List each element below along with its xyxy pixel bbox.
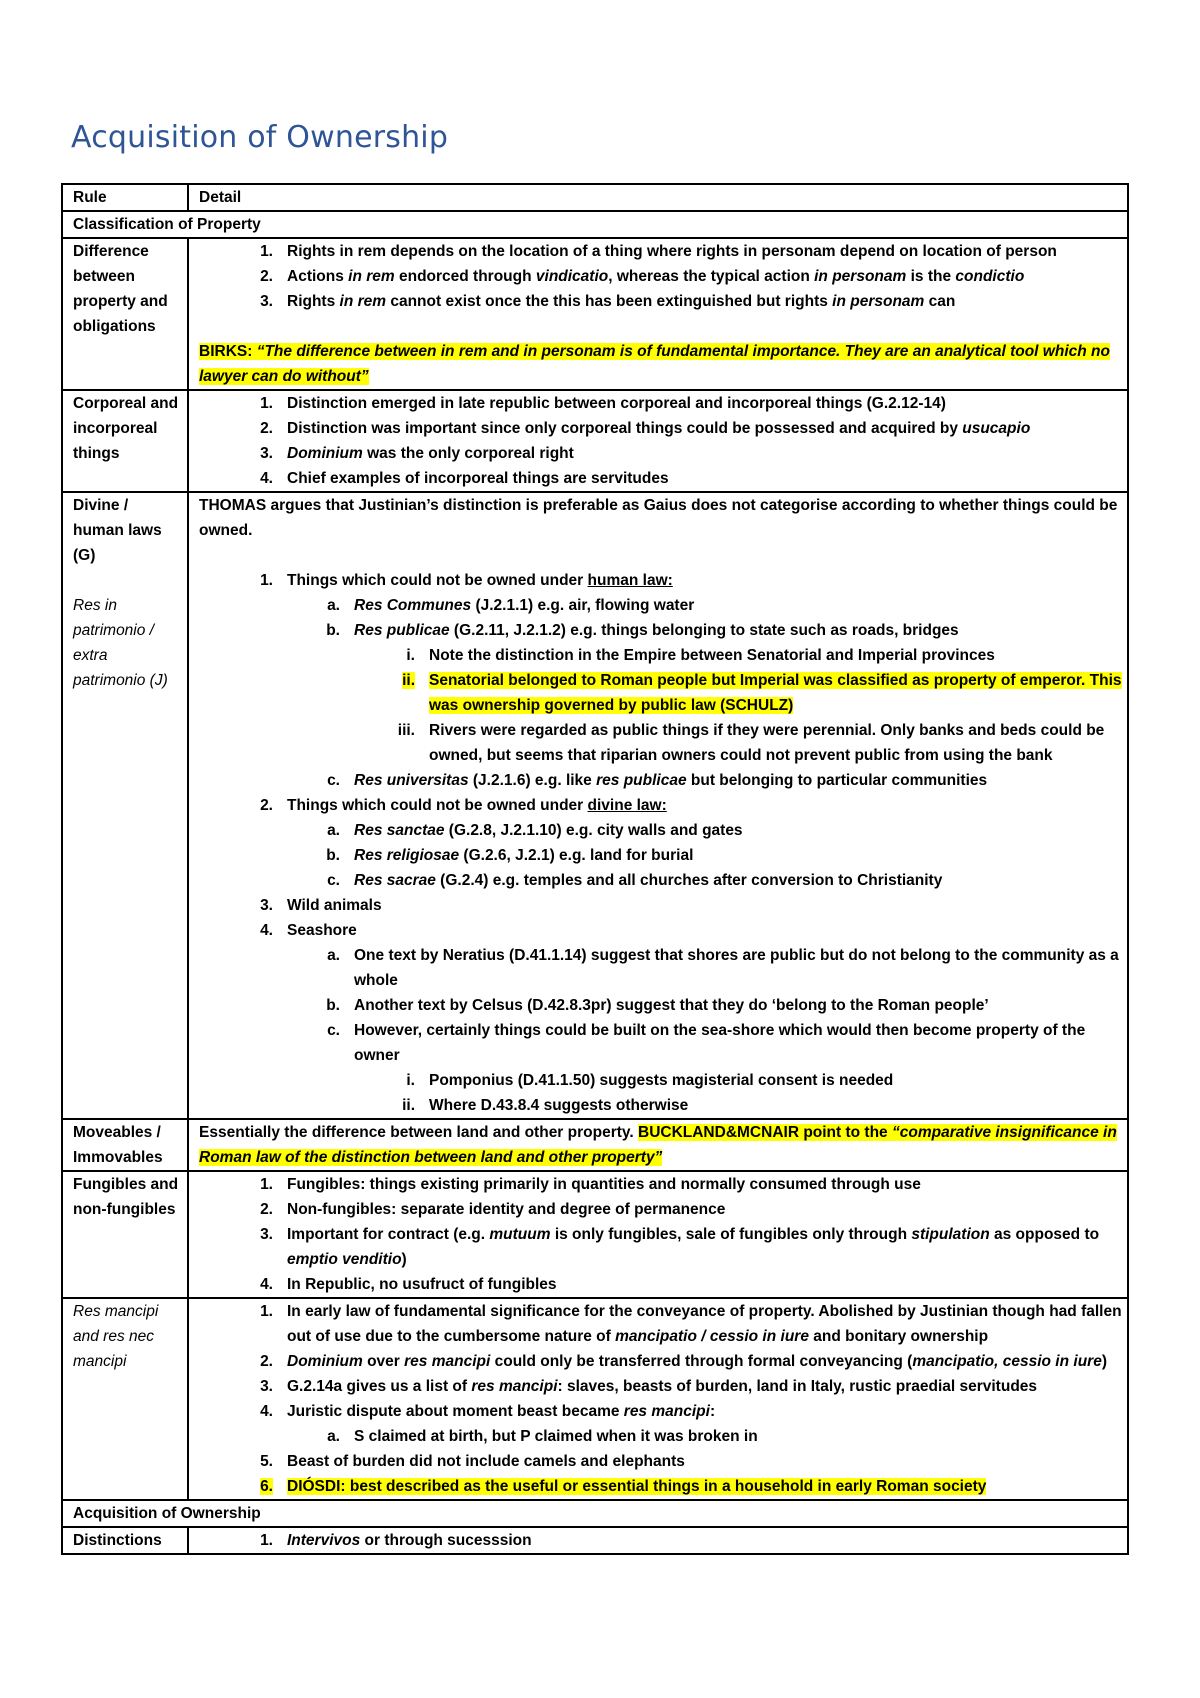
list-item-text: Res religiosae (G.2.6, J.2.1) e.g. land for burial xyxy=(354,847,694,864)
page-title: Acquisition of Ownership xyxy=(71,120,449,155)
detail-cell xyxy=(188,1298,1128,1500)
list-item-text: Res sacrae (G.2.4) e.g. temples and all churches after conversion to Christianity xyxy=(354,872,943,889)
rule-cell: Fungibles and non-fungibles xyxy=(62,1171,188,1298)
list-item-text: Important for contract (e.g. mutuum is only fungibles, sale of fungibles only through stipulation as opposed to emptio venditio) xyxy=(287,1226,1100,1268)
table-row xyxy=(62,1527,1128,1554)
list-item-text: Things which could not be owned under human law: xyxy=(287,572,673,589)
rule-label: Res mancipi and res nec mancipi xyxy=(73,1303,159,1370)
list-item: 1. Intervivos or through sucesssion xyxy=(199,1528,1122,1553)
list-item-text: Res universitas (J.2.1.6) e.g. like res publicae but belonging to particular communities xyxy=(354,772,988,789)
list-item: 1. In early law of fundamental significance for the conveyance of property. Abolished by Justinian though had fallen out of use due to the cumbersome nature of mancipatio / cessio in iure and bonitary ownership xyxy=(199,1299,1122,1349)
list-item-text: Res Communes (J.2.1.1) e.g. air, flowing water xyxy=(354,597,695,614)
table-row xyxy=(62,390,1128,492)
list-item-text: Distinction emerged in late republic between corporeal and incorporeal things (G.2.12-14) xyxy=(287,395,946,412)
list-item-text: Distinction was important since only corporeal things could be possessed and acquired by usucapio xyxy=(287,420,1031,437)
list-item-text: Intervivos or through sucesssion xyxy=(287,1532,532,1549)
list-item-text: Rivers were regarded as public things if they were perennial. Only banks and beds could be owned, but seems that riparian owners could not prevent public from using the bank xyxy=(429,722,1105,764)
list-item-text: Senatorial belonged to Roman people but Imperial was classified as property of emperor. This was ownership governed by public law (SCHULZ) xyxy=(429,672,1122,714)
list-item-text: Where D.43.8.4 suggests otherwise xyxy=(429,1097,689,1114)
list-item: 1. Distinction emerged in late republic between corporeal and incorporeal things (G.2.12-14) xyxy=(199,391,1122,416)
rule-label: Divine / human laws (G) xyxy=(73,497,162,564)
list-item-text: Fungibles: things existing primarily in quantities and normally consumed through use xyxy=(287,1176,921,1193)
list-item: b. Res publicae (G.2.11, J.2.1.2) e.g. things belonging to state such as roads, bridges xyxy=(199,618,1122,643)
rule-cell: Difference between property and obligations xyxy=(62,238,188,390)
rule-cell xyxy=(62,492,188,1119)
list-item: 1. Fungibles: things existing primarily in quantities and normally consumed through use xyxy=(199,1172,1122,1197)
table-row xyxy=(62,238,1128,390)
list-item: a. Res sanctae (G.2.8, J.2.1.10) e.g. city walls and gates xyxy=(199,818,1122,843)
list-item: 4. In Republic, no usufruct of fungibles xyxy=(199,1272,1122,1297)
table-row xyxy=(62,492,1128,1119)
list-item: 3. Dominium was the only corporeal right xyxy=(199,441,1122,466)
list-item: 3. G.2.14a gives us a list of res mancipi: slaves, beasts of burden, land in Italy, rustic praedial servitudes xyxy=(199,1374,1122,1399)
list-item: ii. Where D.43.8.4 suggests otherwise xyxy=(199,1093,1122,1118)
list-item: 3. Wild animals xyxy=(199,893,1122,918)
list-item-text: Res sanctae (G.2.8, J.2.1.10) e.g. city walls and gates xyxy=(354,822,743,839)
section-row xyxy=(62,211,1128,238)
list-item: b. Another text by Celsus (D.42.8.3pr) suggest that they do ‘belong to the Roman people’ xyxy=(199,993,1122,1018)
detail-cell xyxy=(188,1527,1128,1554)
list-item-text: In early law of fundamental significance for the conveyance of property. Abolished by Justinian though had fallen out of use due to the cumbersome nature of mancipatio / cessio in iure and bonitary ownership xyxy=(287,1303,1122,1345)
detail-cell xyxy=(188,390,1128,492)
list-item-text: Things which could not be owned under divine law: xyxy=(287,797,667,814)
list-item: a. S claimed at birth, but P claimed when it was broken in xyxy=(199,1424,1122,1449)
list-item-text: One text by Neratius (D.41.1.14) suggest that shores are public but do not belong to the community as a whole xyxy=(354,947,1119,989)
header-detail: Detail xyxy=(188,184,1128,211)
detail-cell xyxy=(188,492,1128,1119)
list-item: 2. Distinction was important since only corporeal things could be possessed and acquired by usucapio xyxy=(199,416,1122,441)
detail-cell xyxy=(188,1171,1128,1298)
list-item: 3. Rights in rem cannot exist once the this has been extinguished but rights in personam can xyxy=(199,289,1122,314)
list-item-text: Dominium over res mancipi could only be transferred through formal conveyancing (mancipatio, cessio in iure) xyxy=(287,1353,1107,1370)
section-heading: Acquisition of Ownership xyxy=(62,1500,1128,1527)
list-item-text: Actions in rem endorced through vindicatio, whereas the typical action in personam is the condictio xyxy=(287,268,1025,285)
birks-quote-text: “The difference between in rem and in personam is of fundamental importance. They are an analytical tool which no lawyer can do without” xyxy=(199,343,1110,385)
list-item: 4. Seashore xyxy=(199,918,1122,943)
list-item: 3. Important for contract (e.g. mutuum is only fungibles, sale of fungibles only through stipulation as opposed to emptio venditio) xyxy=(199,1222,1122,1272)
rule-label-alt: Res in patrimonio / extra patrimonio (J) xyxy=(73,597,168,689)
list-item: 6. DIÓSDI: best described as the useful or essential things in a household in early Roman society xyxy=(199,1474,1122,1499)
table-row xyxy=(62,1171,1128,1298)
list-item-text: Pomponius (D.41.1.50) suggests magisterial consent is needed xyxy=(429,1072,894,1089)
header-rule: Rule xyxy=(62,184,188,211)
list-item-text: Note the distinction in the Empire between Senatorial and Imperial provinces xyxy=(429,647,995,664)
list-item: i. Note the distinction in the Empire between Senatorial and Imperial provinces xyxy=(199,643,1122,668)
list-item-text: Dominium was the only corporeal right xyxy=(287,445,574,462)
list-item: 2. Non-fungibles: separate identity and degree of permanence xyxy=(199,1197,1122,1222)
detail-cell xyxy=(188,238,1128,390)
list-item: 2. Actions in rem endorced through vindicatio, whereas the typical action in personam is the condictio xyxy=(199,264,1122,289)
list-item-text: Chief examples of incorporeal things are servitudes xyxy=(287,470,669,487)
list-item-text: DIÓSDI: best described as the useful or essential things in a household in early Roman society xyxy=(287,1478,987,1495)
birks-label: BIRKS: xyxy=(199,343,253,360)
section-row xyxy=(62,1500,1128,1527)
list-item: c. Res universitas (J.2.1.6) e.g. like res publicae but belonging to particular communities xyxy=(199,768,1122,793)
list-item: ii. Senatorial belonged to Roman people but Imperial was classified as property of emperor. This was ownership governed by public law (SCHULZ) xyxy=(199,668,1122,718)
rule-cell xyxy=(62,1298,188,1500)
list-item-text: However, certainly things could be built on the sea-shore which would then become property of the owner xyxy=(354,1022,1086,1064)
detail-cell xyxy=(188,1119,1128,1171)
list-item-text: Rights in rem cannot exist once the this has been extinguished but rights in personam can xyxy=(287,293,956,310)
list-item-text: Wild animals xyxy=(287,897,382,914)
list-item: iii. Rivers were regarded as public things if they were perennial. Only banks and beds could be owned, but seems that riparian owners could not prevent public from using the bank xyxy=(199,718,1122,768)
table-header-row xyxy=(62,184,1128,211)
list-item-text: Seashore xyxy=(287,922,357,939)
list-item-text: Res publicae (G.2.11, J.2.1.2) e.g. things belonging to state such as roads, bridges xyxy=(354,622,959,639)
list-item: 1. Rights in rem depends on the location of a thing where rights in personam depend on location of person xyxy=(199,239,1122,264)
list-item-text: Rights in rem depends on the location of a thing where rights in personam depend on location of person xyxy=(287,243,1057,260)
list-item-text: In Republic, no usufruct of fungibles xyxy=(287,1276,557,1293)
birks-quote xyxy=(199,339,1122,389)
list-item: a. Res Communes (J.2.1.1) e.g. air, flowing water xyxy=(199,593,1122,618)
list-item-text: G.2.14a gives us a list of res mancipi: slaves, beasts of burden, land in Italy, rustic praedial servitudes xyxy=(287,1378,1038,1395)
list-item-text: Beast of burden did not include camels and elephants xyxy=(287,1453,685,1470)
list-item-text: Juristic dispute about moment beast became res mancipi: xyxy=(287,1403,716,1420)
list-item-text: Non-fungibles: separate identity and degree of permanence xyxy=(287,1201,726,1218)
list-item-text: S claimed at birth, but P claimed when it was broken in xyxy=(354,1428,758,1445)
list-item: 4. Chief examples of incorporeal things are servitudes xyxy=(199,466,1122,491)
notes-table xyxy=(61,183,1129,1555)
table-row xyxy=(62,1119,1128,1171)
rule-cell: Moveables / Immovables xyxy=(62,1119,188,1171)
list-item: 1. Things which could not be owned under human law: xyxy=(199,568,1122,593)
rule-cell: Distinctions xyxy=(62,1527,188,1554)
list-item: 2. Dominium over res mancipi could only be transferred through formal conveyancing (mancipatio, cessio in iure) xyxy=(199,1349,1122,1374)
list-item: b. Res religiosae (G.2.6, J.2.1) e.g. land for burial xyxy=(199,843,1122,868)
list-item: a. One text by Neratius (D.41.1.14) suggest that shores are public but do not belong to the community as a whole xyxy=(199,943,1122,993)
section-heading: Classification of Property xyxy=(62,211,1128,238)
list-item-text: Another text by Celsus (D.42.8.3pr) suggest that they do ‘belong to the Roman people’ xyxy=(354,997,989,1014)
list-item: 4. Juristic dispute about moment beast became res mancipi: xyxy=(199,1399,1122,1424)
buckland-quote: BUCKLAND&MCNAIR point to the “comparative insignificance in Roman law of the distinction between land and other property” xyxy=(199,1124,1117,1166)
list-item: c. Res sacrae (G.2.4) e.g. temples and all churches after conversion to Christianity xyxy=(199,868,1122,893)
list-item: 5. Beast of burden did not include camels and elephants xyxy=(199,1449,1122,1474)
detail-text: Essentially the difference between land and other property. xyxy=(199,1124,634,1141)
list-item: i. Pomponius (D.41.1.50) suggests magisterial consent is needed xyxy=(199,1068,1122,1093)
list-item: c. However, certainly things could be built on the sea-shore which would then become property of the owner xyxy=(199,1018,1122,1068)
rule-cell: Corporeal and incorporeal things xyxy=(62,390,188,492)
list-item: 2. Things which could not be owned under divine law: xyxy=(199,793,1122,818)
table-row xyxy=(62,1298,1128,1500)
intro-text: THOMAS argues that Justinian’s distinction is preferable as Gaius does not categorise according to whether things could be owned. xyxy=(199,497,1118,539)
